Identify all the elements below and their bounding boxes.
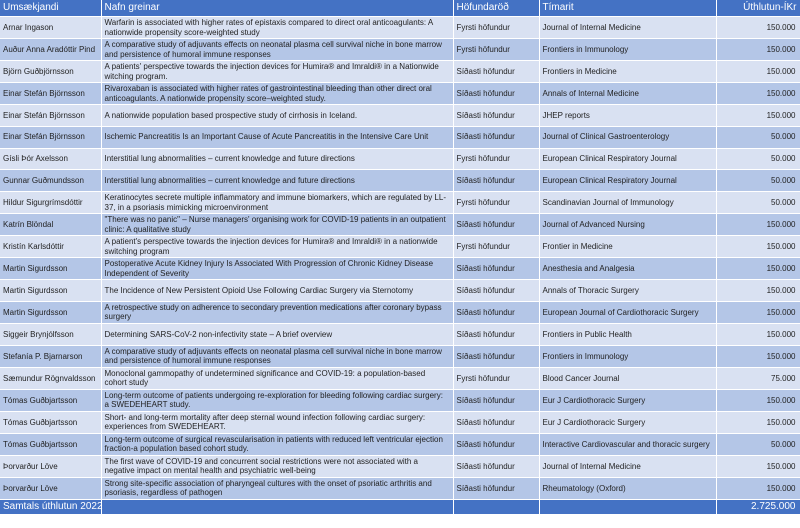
cell-journal[interactable]: Frontiers in Medicine xyxy=(539,61,716,83)
cell-applicant[interactable]: Auður Anna Aradóttir Pind xyxy=(0,39,101,61)
cell-applicant[interactable]: Þorvarður Löve xyxy=(0,477,101,499)
cell-article[interactable]: Determining SARS-CoV-2 non-infectivity state – A brief overview xyxy=(101,323,453,345)
cell-amount[interactable]: 75.000 xyxy=(716,367,800,389)
cell-author-order[interactable]: Síðasti höfundur xyxy=(453,477,539,499)
cell-journal[interactable]: Frontier in Medicine xyxy=(539,236,716,258)
cell-applicant[interactable]: Katrín Blöndal xyxy=(0,214,101,236)
cell-applicant[interactable]: Martin Sigurdsson xyxy=(0,280,101,302)
table-row xyxy=(0,345,800,367)
cell-amount[interactable]: 150.000 xyxy=(716,345,800,367)
cell-journal[interactable]: European Clinical Respiratory Journal xyxy=(539,148,716,170)
cell-author-order[interactable]: Síðasti höfundur xyxy=(453,280,539,302)
cell-applicant[interactable]: Stefanía P. Bjarnarson xyxy=(0,345,101,367)
cell-applicant[interactable]: Hildur Sigurgrímsdóttir xyxy=(0,192,101,214)
cell-author-order[interactable]: Síðasti höfundur xyxy=(453,170,539,192)
cell-applicant[interactable]: Kristín Karlsdóttir xyxy=(0,236,101,258)
cell-author-order[interactable]: Fyrsti höfundur xyxy=(453,192,539,214)
cell-amount[interactable]: 150.000 xyxy=(716,61,800,83)
cell-amount[interactable]: 150.000 xyxy=(716,83,800,105)
cell-amount[interactable]: 50.000 xyxy=(716,433,800,455)
table-row xyxy=(0,280,800,302)
cell-applicant[interactable]: Gunnar Guðmundsson xyxy=(0,170,101,192)
cell-article[interactable]: Monoclonal gammopathy of undetermined significance and COVID-19: a population-based cohort study xyxy=(101,367,453,389)
cell-article[interactable]: The first wave of COVID-19 and concurrent social restrictions were not associated with a negative impact on mental health and psychiatric well-being xyxy=(101,455,453,477)
table-row xyxy=(0,433,800,455)
total-empty-order xyxy=(453,499,539,514)
cell-applicant[interactable]: Siggeir Brynjólfsson xyxy=(0,323,101,345)
cell-amount[interactable]: 50.000 xyxy=(716,126,800,148)
table-row xyxy=(0,258,800,280)
cell-journal[interactable]: European Clinical Respiratory Journal xyxy=(539,170,716,192)
header-row xyxy=(0,0,800,17)
header-applicant[interactable]: Umsækjandi xyxy=(0,0,101,17)
cell-article[interactable]: A patients' perspective towards the injection devices for Humira® and Imraldi® in a Nationwide witching program. xyxy=(101,61,453,83)
cell-applicant[interactable]: Björn Guðbjörnsson xyxy=(0,61,101,83)
cell-applicant[interactable]: Tómas Guðbjartsson xyxy=(0,433,101,455)
cell-applicant[interactable]: Gísli Þór Axelsson xyxy=(0,148,101,170)
cell-author-order[interactable]: Síðasti höfundur xyxy=(453,411,539,433)
total-amount: 2.725.000 xyxy=(716,499,800,514)
header-author-order[interactable]: Höfundaröð xyxy=(453,0,539,17)
cell-author-order[interactable]: Síðasti höfundur xyxy=(453,126,539,148)
cell-journal[interactable]: JHEP reports xyxy=(539,105,716,127)
cell-author-order[interactable]: Fyrsti höfundur xyxy=(453,148,539,170)
cell-article[interactable]: Long-term outcome of patients undergoing re-exploration for bleeding following cardiac surgery: a SWEDEHEART study. xyxy=(101,389,453,411)
table-row xyxy=(0,126,800,148)
cell-amount[interactable]: 150.000 xyxy=(716,39,800,61)
cell-journal[interactable]: Journal of Advanced Nursing xyxy=(539,214,716,236)
table-row xyxy=(0,39,800,61)
cell-journal[interactable]: Scandinavian Journal of Immunology xyxy=(539,192,716,214)
cell-applicant[interactable]: Martin Sigurdsson xyxy=(0,301,101,323)
cell-applicant[interactable]: Arnar Ingason xyxy=(0,17,101,39)
cell-article[interactable]: Warfarin is associated with higher rates of epistaxis compared to direct oral anticoagulants: A nationwide propensity score-weighted study xyxy=(101,17,453,39)
cell-author-order[interactable]: Fyrsti höfundur xyxy=(453,236,539,258)
cell-article[interactable]: Keratinocytes secrete multiple inflammatory and immune biomarkers, which are regulated by LL-37, in a psoriasis mimicking microenvironment xyxy=(101,192,453,214)
table-row xyxy=(0,411,800,433)
header-journal[interactable]: Tímarit xyxy=(539,0,716,17)
total-empty-article xyxy=(101,499,453,514)
cell-amount[interactable]: 150.000 xyxy=(716,389,800,411)
cell-article[interactable]: Rivaroxaban is associated with higher rates of gastrointestinal bleeding than other direct oral anticoagulants. A nationwide propensity score–weighted study. xyxy=(101,83,453,105)
cell-author-order[interactable]: Síðasti höfundur xyxy=(453,61,539,83)
cell-amount[interactable]: 50.000 xyxy=(716,170,800,192)
total-row xyxy=(0,499,800,514)
cell-author-order[interactable]: Síðasti höfundur xyxy=(453,83,539,105)
cell-applicant[interactable]: Einar Stefán Björnsson xyxy=(0,83,101,105)
cell-author-order[interactable]: Síðasti höfundur xyxy=(453,258,539,280)
table-row xyxy=(0,455,800,477)
table-row xyxy=(0,170,800,192)
cell-applicant[interactable]: Sæmundur Rögnvaldsson xyxy=(0,367,101,389)
cell-author-order[interactable]: Síðasti höfundur xyxy=(453,433,539,455)
cell-applicant[interactable]: Martin Sigurdsson xyxy=(0,258,101,280)
cell-applicant[interactable]: Tómas Guðbjartsson xyxy=(0,389,101,411)
cell-amount[interactable]: 150.000 xyxy=(716,17,800,39)
cell-amount[interactable]: 150.000 xyxy=(716,301,800,323)
cell-amount[interactable]: 150.000 xyxy=(716,236,800,258)
cell-applicant[interactable]: Einar Stefán Björnsson xyxy=(0,105,101,127)
cell-journal[interactable]: European Journal of Cardiothoracic Surgery xyxy=(539,301,716,323)
cell-applicant[interactable]: Tómas Guðbjartsson xyxy=(0,411,101,433)
table-row xyxy=(0,367,800,389)
cell-author-order[interactable]: Síðasti höfundur xyxy=(453,301,539,323)
cell-applicant[interactable]: Þorvarður Löve xyxy=(0,455,101,477)
cell-article[interactable]: The Incidence of New Persistent Opioid Use Following Cardiac Surgery via Sternotomy xyxy=(101,280,453,302)
table-row xyxy=(0,105,800,127)
table-row xyxy=(0,214,800,236)
table-row xyxy=(0,389,800,411)
cell-author-order[interactable]: Fyrsti höfundur xyxy=(453,17,539,39)
cell-author-order[interactable]: Síðasti höfundur xyxy=(453,214,539,236)
cell-journal[interactable]: Rheumatology (Oxford) xyxy=(539,477,716,499)
cell-applicant[interactable]: Einar Stefán Björnsson xyxy=(0,126,101,148)
cell-article[interactable]: Strong site-specific association of pharyngeal cultures with the onset of psoriatic arthritis and psoriasis, regardless of pathogen xyxy=(101,477,453,499)
cell-amount[interactable]: 150.000 xyxy=(716,411,800,433)
table-row xyxy=(0,301,800,323)
table-row xyxy=(0,148,800,170)
table-row xyxy=(0,17,800,39)
cell-journal[interactable]: Annals of Internal Medicine xyxy=(539,83,716,105)
cell-author-order[interactable]: Síðasti höfundur xyxy=(453,323,539,345)
cell-amount[interactable]: 150.000 xyxy=(716,477,800,499)
table-row xyxy=(0,192,800,214)
cell-article[interactable]: Short- and long-term mortality after deep sternal wound infection following cardiac surgery: experiences from SWEDEHEART. xyxy=(101,411,453,433)
table-row xyxy=(0,323,800,345)
cell-amount[interactable]: 50.000 xyxy=(716,192,800,214)
table-row xyxy=(0,477,800,499)
header-article[interactable]: Nafn greinar xyxy=(101,0,453,17)
table-row xyxy=(0,83,800,105)
table-row xyxy=(0,236,800,258)
cell-journal[interactable]: Frontiers in Immunology xyxy=(539,345,716,367)
cell-article[interactable]: A retrospective study on adherence to secondary prevention medications after coronary bypass surgery xyxy=(101,301,453,323)
cell-author-order[interactable]: Síðasti höfundur xyxy=(453,105,539,127)
cell-journal[interactable]: Journal of Internal Medicine xyxy=(539,455,716,477)
cell-article[interactable]: A patient's perspective towards the injection devices for Humira® and Imraldi® in a nationwide switching program xyxy=(101,236,453,258)
cell-author-order[interactable]: Síðasti höfundur xyxy=(453,455,539,477)
cell-journal[interactable]: Journal of Internal Medicine xyxy=(539,17,716,39)
cell-journal[interactable]: Blood Cancer Journal xyxy=(539,367,716,389)
cell-journal[interactable]: Annals of Thoracic Surgery xyxy=(539,280,716,302)
cell-author-order[interactable]: Fyrsti höfundur xyxy=(453,367,539,389)
header-amount[interactable]: Úthlutun-ÍKr xyxy=(716,0,800,17)
cell-author-order[interactable]: Fyrsti höfundur xyxy=(453,39,539,61)
cell-amount[interactable]: 150.000 xyxy=(716,258,800,280)
cell-article[interactable]: Postoperative Acute Kidney Injury Is Associated With Progression of Chronic Kidney Disease Independent of Severity xyxy=(101,258,453,280)
cell-journal[interactable]: Frontiers in Public Health xyxy=(539,323,716,345)
cell-article[interactable]: A comparative study of adjuvants effects on neonatal plasma cell survival niche in bone marrow and persistence of humoral immune responses xyxy=(101,39,453,61)
total-label: Samtals úthlutun 2022 xyxy=(0,499,101,514)
cell-article[interactable]: "There was no panic" – Nurse managers' organising work for COVID-19 patients in an outpatient clinic: A qualitative study xyxy=(101,214,453,236)
total-empty-journal xyxy=(539,499,716,514)
table-row xyxy=(0,61,800,83)
cell-article[interactable]: Interstitial lung abnormalities – current knowledge and future directions xyxy=(101,148,453,170)
cell-journal[interactable]: Frontiers in Immunology xyxy=(539,39,716,61)
cell-amount[interactable]: 150.000 xyxy=(716,455,800,477)
cell-amount[interactable]: 50.000 xyxy=(716,148,800,170)
cell-article[interactable]: Long-term outcome of surgical revascularisation in patients with reduced left ventricular ejection fraction-a population based cohort study. xyxy=(101,433,453,455)
cell-article[interactable]: A nationwide population based prospective study of cirrhosis in Iceland. xyxy=(101,105,453,127)
cell-journal[interactable]: Anesthesia and Analgesia xyxy=(539,258,716,280)
cell-amount[interactable]: 150.000 xyxy=(716,105,800,127)
cell-amount[interactable]: 150.000 xyxy=(716,214,800,236)
cell-article[interactable]: Interstitial lung abnormalities – current knowledge and future directions xyxy=(101,170,453,192)
cell-article[interactable]: A comparative study of adjuvants effects on neonatal plasma cell survival niche in bone marrow and persistence of humoral immune responses xyxy=(101,345,453,367)
cell-journal[interactable]: Eur J Cardiothoracic Surgery xyxy=(539,411,716,433)
cell-author-order[interactable]: Síðasti höfundur xyxy=(453,389,539,411)
cell-author-order[interactable]: Síðasti höfundur xyxy=(453,345,539,367)
cell-article[interactable]: Ischemic Pancreatitis Is an Important Cause of Acute Pancreatitis in the Intensive Care Unit xyxy=(101,126,453,148)
cell-journal[interactable]: Interactive Cardiovascular and thoracic surgery xyxy=(539,433,716,455)
cell-journal[interactable]: Journal of Clinical Gastroenterology xyxy=(539,126,716,148)
cell-amount[interactable]: 150.000 xyxy=(716,280,800,302)
cell-amount[interactable]: 150.000 xyxy=(716,323,800,345)
cell-journal[interactable]: Eur J Cardiothoracic Surgery xyxy=(539,389,716,411)
